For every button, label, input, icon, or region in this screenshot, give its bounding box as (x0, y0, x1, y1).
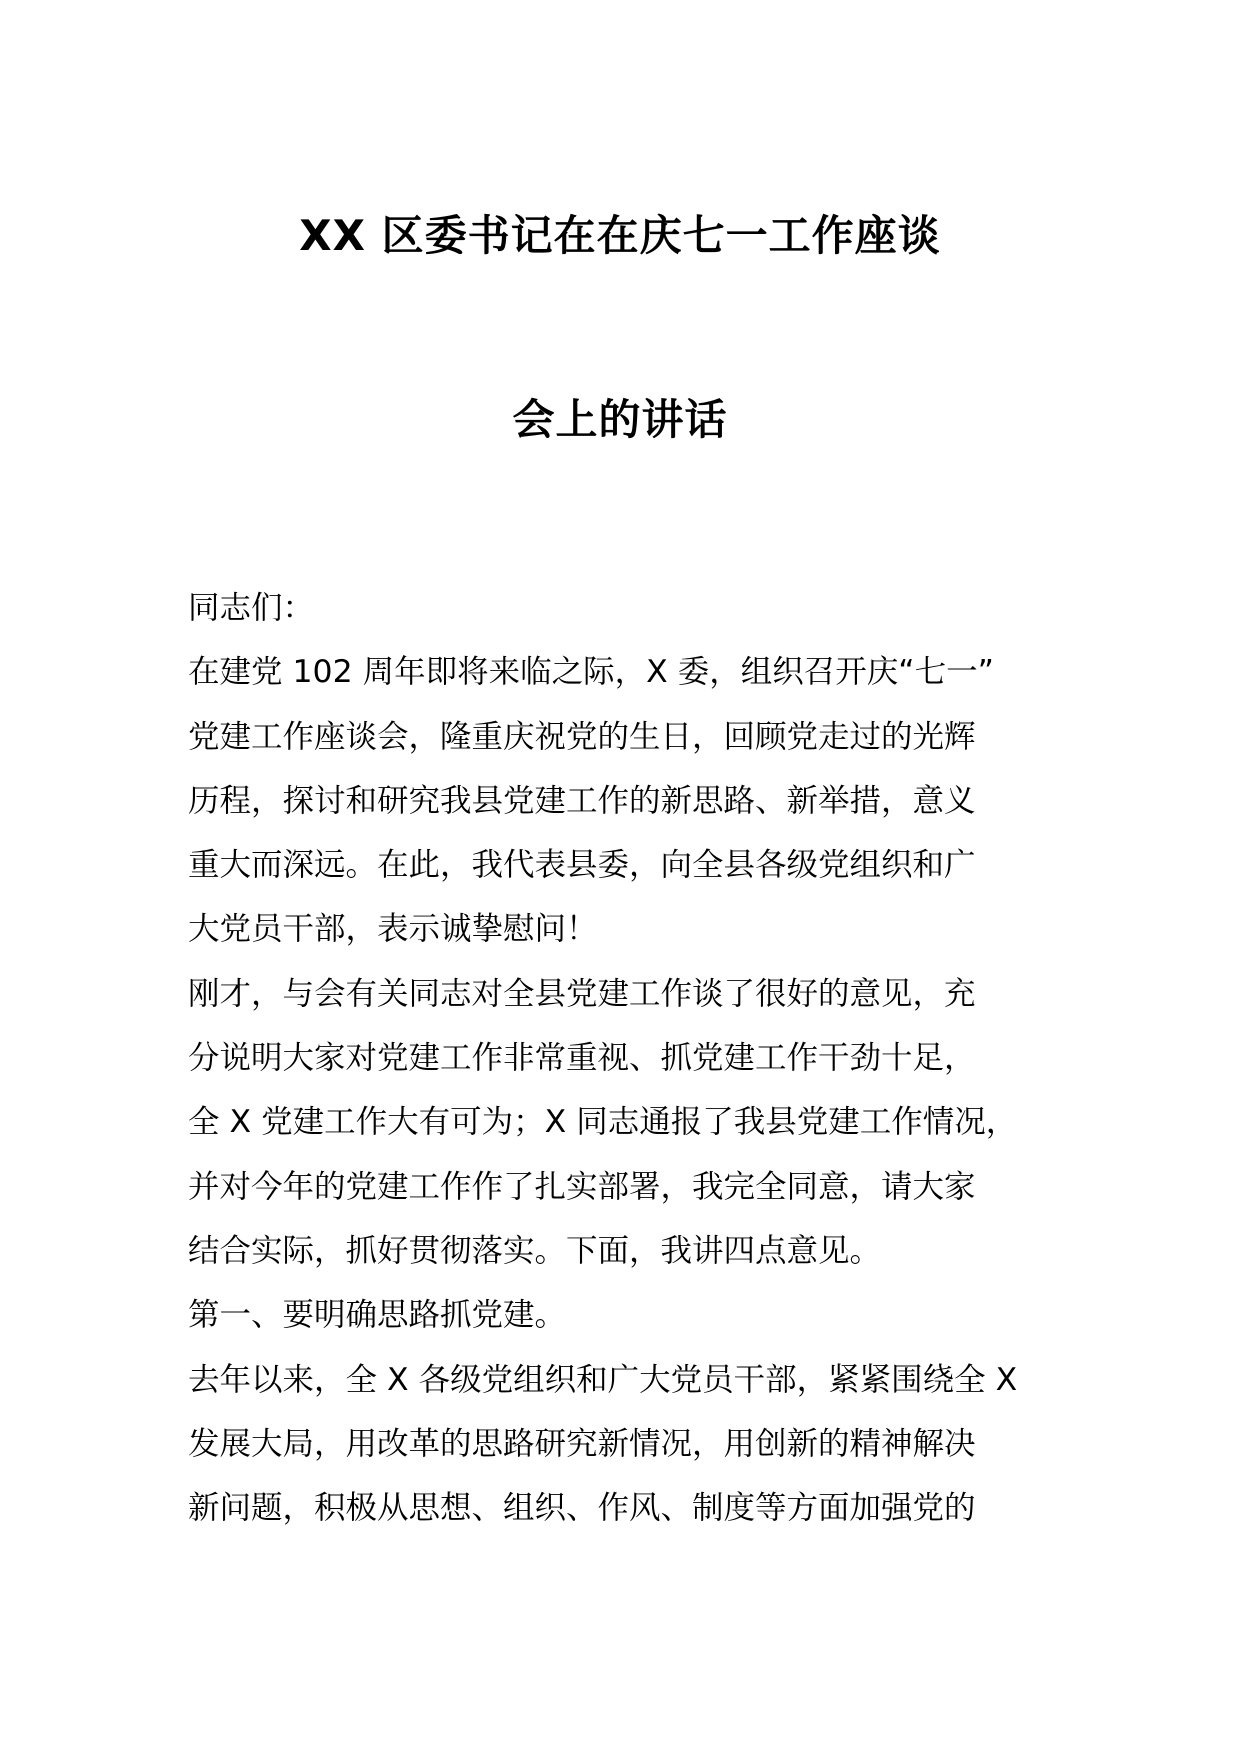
body-line: 重大而深远。在此，我代表县委，向全县各级党组织和广 (188, 847, 976, 884)
body-line: 去年以来，全 X 各级党组织和广大党员干部，紧紧围绕全 X (188, 1361, 1018, 1398)
body-line: 在建党 102 周年即将来临之际，X 委，组织召开庆“七一” (188, 654, 994, 691)
body-line: 刚才，与会有关同志对全县党建工作谈了很好的意见，充 (188, 975, 976, 1012)
document-title-line-1: XX 区委书记在在庆七一工作座谈 (299, 211, 941, 260)
body-line: 大党员干部，表示诚挚慰问！ (188, 911, 598, 948)
body-line: 发展大局，用改革的思路研究新情况，用创新的精神解决 (188, 1425, 976, 1462)
body-line: 结合实际，抓好贯彻落实。下面，我讲四点意见。 (188, 1232, 882, 1269)
document-title-line-2: 会上的讲话 (512, 395, 728, 444)
body-line: 历程，探讨和研究我县党建工作的新思路、新举措，意义 (188, 782, 976, 819)
body-line: 党建工作座谈会，隆重庆祝党的生日，回顾党走过的光辉 (188, 718, 976, 755)
body-line-salutation: 同志们： (188, 590, 315, 626)
body-line: 分说明大家对党建工作非常重视、抓党建工作干劲十足， (188, 1040, 976, 1077)
document-body (188, 576, 1068, 1540)
body-line: 新问题，积极从思想、组织、作风、制度等方面加强党的 (188, 1490, 976, 1527)
body-line: 并对今年的党建工作作了扎实部署，我完全同意，请大家 (188, 1168, 976, 1205)
section-heading: 第一、要明确思路抓党建。 (188, 1297, 567, 1334)
body-line: 全 X 党建工作大有可为；X 同志通报了我县党建工作情况， (188, 1104, 1018, 1141)
